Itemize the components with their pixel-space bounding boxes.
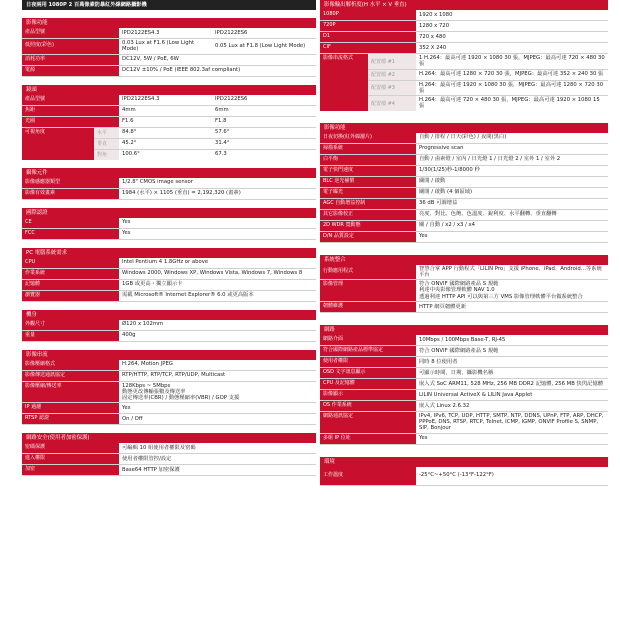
section-title: 影像串流	[22, 350, 316, 360]
table-row	[320, 379, 608, 390]
subrow-label: 配置檔 #2	[368, 70, 416, 80]
cell-value: 1280 x 720	[419, 22, 450, 29]
table-row	[320, 10, 608, 21]
cell-value: 0.03 Lux at F1.6 (Low Light Mode)	[122, 40, 195, 53]
table-row	[320, 43, 608, 54]
section-environment	[320, 457, 608, 486]
table-row	[320, 335, 608, 346]
cell-value: 31.4°	[215, 140, 230, 147]
table-row	[22, 229, 316, 240]
table-row	[320, 210, 608, 221]
section-resolution	[320, 0, 608, 111]
row-label: CE	[22, 218, 119, 228]
table-row	[320, 467, 608, 486]
table-subrow	[94, 128, 316, 139]
row-label: 影像有效畫素	[22, 189, 119, 199]
cell-value: IPD2122ES4.3	[122, 29, 160, 36]
table-row	[320, 232, 608, 243]
section-network	[320, 325, 608, 445]
row-label: 影像串流格式	[320, 54, 368, 111]
subrow-label: 配置檔 #3	[368, 81, 416, 96]
cell-value: Yes	[122, 230, 131, 237]
table-row	[22, 269, 316, 280]
row-label: CPU 及記憶體	[320, 379, 416, 389]
row-label: 使用者權限	[320, 357, 416, 367]
row-label: 產品型號	[22, 95, 119, 105]
section-pc-requirements	[22, 248, 316, 302]
cell-value: 可顯示時間、日期、攝影機名稱	[419, 369, 494, 376]
section-title: 影像輸出解析度(H 水平 × V 垂直)	[320, 0, 608, 10]
cell-value: 1/2.8" CMOS image sensor	[122, 179, 193, 186]
table-row	[22, 117, 316, 128]
section-title: 攝像元件	[22, 168, 316, 178]
row-label: 影像壓縮格式	[22, 360, 119, 370]
section-title: 環境	[320, 457, 608, 467]
section-title: 國際認證	[22, 208, 316, 218]
row-label: 進入權限	[22, 454, 119, 464]
section-image-sensor	[22, 168, 316, 200]
cell-value: 1920 x 1080	[419, 11, 453, 18]
cell-value: RTP/HTTP, RTP/TCP, RTP/UDP, Multicast	[122, 372, 226, 379]
cell-value: 100.6°	[122, 151, 140, 158]
table-row	[22, 39, 316, 55]
table-row	[22, 403, 316, 414]
table-row	[22, 320, 316, 331]
cell-value: 1GB 或更高・獨立顯示卡	[122, 281, 183, 288]
cell-value: H.264：最高可達 1920 × 1080 30 張，MJPEG：最高可達 1280 × 720 30 張	[419, 81, 604, 94]
table-row	[320, 265, 608, 281]
row-label: 白平衡	[320, 155, 416, 165]
table-row	[320, 144, 608, 155]
cell-value: 67.3	[215, 151, 227, 158]
cell-value: 10Mbps / 100Mbps Base-T, RJ-45	[419, 336, 506, 343]
row-label: D1	[320, 32, 416, 42]
cell-value: IPD2122ES4.3	[122, 96, 160, 103]
section-system-integration	[320, 255, 608, 313]
row-label: 焦距	[22, 106, 119, 116]
table-row	[320, 166, 608, 177]
row-label: CIF	[320, 43, 416, 53]
row-label: 重量	[22, 331, 119, 341]
cell-value: 關閉 / 啟動 (4 個區域)	[419, 189, 473, 196]
table-subrow	[368, 96, 608, 111]
row-label: 作業系統	[22, 269, 119, 279]
subrow-label: 配置檔 #4	[368, 96, 416, 111]
row-label: 符合國際網路產品標準協定	[320, 346, 416, 356]
section-body	[22, 310, 316, 342]
cell-value: Ø120 x 102mm	[122, 321, 164, 328]
cell-value: 關 / 自動 / x2 / x3 / x4	[419, 222, 476, 229]
table-subrow	[368, 54, 608, 70]
row-label: 消耗功率	[22, 55, 119, 65]
table-row	[22, 189, 316, 200]
row-label: 網路介面	[320, 335, 416, 345]
cell-value: IPv4, IPv6, TCP, UDP, HTTP, SMTP, NTP, DDNS, UPnP, FTP, ARP, DHCP, PPPoE, DNS, RTSP, RTCP, Telnet, ICMP, IGMP, ONVIF Profile S, SNMP, SIP, Bonjour	[419, 412, 604, 432]
cell-value: 符合 ONVIF 國際網路產品 S 規範	[419, 347, 499, 354]
row-label: 加密	[22, 465, 119, 475]
subrow-label: 配置檔 #1	[368, 54, 416, 69]
table-row	[22, 414, 316, 425]
table-row	[22, 291, 316, 302]
cell-value: 需載 Microsoft® Internet Explorer® 6.0 或更高版本	[122, 292, 254, 299]
row-label: 光圈	[22, 117, 119, 127]
table-row	[320, 412, 608, 434]
section-network-security	[22, 433, 316, 476]
section-title: 機身	[22, 310, 316, 320]
table-row	[22, 454, 316, 465]
table-row	[22, 178, 316, 189]
row-label: 日夜切換(紅外線濾片)	[320, 133, 416, 143]
cell-value: HTTP 網頁韌體更新	[419, 303, 467, 310]
right-column	[320, 0, 608, 486]
cell-value: 可編輯 10 組使用者權限及密碼	[122, 445, 196, 452]
table-row	[320, 133, 608, 144]
row-label: OS 作業系統	[320, 401, 416, 411]
cell-value: 352 X 240	[419, 44, 447, 51]
cell-value: 6mm	[215, 107, 229, 114]
row-label: 低照度(彩色)	[22, 39, 119, 54]
cell-value: 亮度、對比、色飽、色溫度、銳利度、水平翻轉、垂直翻轉	[419, 211, 557, 218]
section-video-stream	[22, 350, 316, 426]
row-label: 720P	[320, 21, 416, 31]
cell-value: DC12V ±10% / PoE (IEEE 802.3af compliant)	[122, 67, 241, 74]
subrow-label: 水平	[94, 128, 119, 138]
section-title: 鏡頭	[22, 85, 316, 95]
table-row	[320, 401, 608, 412]
row-label: 可視角度	[22, 128, 94, 160]
table-row	[320, 199, 608, 210]
cell-value: -25°C~+50°C (-13°F-122°F)	[419, 472, 494, 479]
table-row	[22, 55, 316, 66]
subrow-label: 垂直	[94, 139, 119, 149]
row-label: 其它影像校正	[320, 210, 416, 220]
cell-value: Progressive scan	[419, 145, 464, 152]
cell-value: Yes	[122, 405, 131, 412]
cell-value: Yes	[122, 219, 131, 226]
row-label: 影像感應器類型	[22, 178, 119, 188]
row-label: 電子曝光	[320, 188, 416, 198]
cell-value: 400g	[122, 332, 136, 339]
cell-value: 1/30(1/25)秒-1/8000 秒	[419, 167, 480, 174]
table-subrow	[94, 150, 316, 160]
row-label: 密碼保護	[22, 443, 119, 453]
angle-subrows	[94, 128, 316, 160]
section-title: 網路安全(使用者加密保護)	[22, 433, 316, 443]
table-row	[22, 360, 316, 371]
table-row	[320, 155, 608, 166]
row-label: 多組 IP 位址	[320, 434, 416, 444]
table-row	[22, 331, 316, 342]
cell-value: H.264, Motion JPEG	[122, 361, 173, 368]
subrow-label: 對角	[94, 150, 119, 160]
row-label: 掃描系統	[320, 144, 416, 154]
table-subrow	[368, 81, 608, 97]
cell-value: 4mm	[122, 107, 136, 114]
cell-value: 自動 / 排程 / 日天(彩色) / 夜間(黑白)	[419, 134, 507, 141]
row-label: IP 過濾	[22, 403, 119, 413]
table-subrow	[368, 70, 608, 81]
cell-value: On / Off	[122, 416, 143, 423]
cell-value: IPD2122ES6	[215, 96, 248, 103]
cell-value: Yes	[419, 233, 428, 240]
cell-value: DC12V, 5W / PoE, 6W	[122, 56, 179, 63]
table-row	[22, 382, 316, 404]
table-row	[22, 66, 316, 77]
row-label: 1080P	[320, 10, 416, 20]
cell-value: 關閉 / 啟動	[419, 178, 446, 185]
table-row	[320, 221, 608, 232]
table-row	[22, 443, 316, 454]
section-video-function	[22, 18, 316, 77]
cell-value: H.264：最高可達 720 × 480 30 張，MJPEG：最高可達 1920 × 1080 15 張	[419, 97, 600, 110]
table-row	[320, 177, 608, 188]
table-subrow	[94, 139, 316, 150]
cell-value: 720 x 480	[419, 33, 446, 40]
row-label: 影像顯示	[320, 390, 416, 400]
row-label: 產品型號	[22, 28, 119, 38]
row-label: RTSP 認證	[22, 414, 119, 424]
section-certification	[22, 208, 316, 240]
cell-value: IPD2122ES6	[215, 29, 248, 36]
row-label: D/N 品質設定	[320, 232, 416, 242]
row-label: OSD 文字訊息顯示	[320, 368, 416, 378]
row-label: BLC 逆光補償	[320, 177, 416, 187]
cell-value: Windows 2000, Windows XP, Windows Vista, Windows 7, Windows 8	[122, 270, 303, 277]
table-row	[320, 280, 608, 302]
table-row	[22, 218, 316, 229]
row-label: 影像管理	[320, 280, 416, 301]
cell-value: 1 H.264：最高可達 1920 × 1080 30 張，MJPEG：最高可達 720 × 480 30 張	[419, 55, 605, 68]
cell-value: F1.6	[122, 118, 134, 125]
table-row	[320, 188, 608, 199]
cell-value: 使用者權限管控/設定	[122, 456, 172, 463]
table-row-stream	[320, 54, 608, 111]
table-row	[320, 302, 608, 313]
cell-value: LILIN Universal ActiveX & LILIN Java Applet	[419, 391, 533, 398]
section-title: PC 電腦系統需求	[22, 248, 316, 258]
cell-value: 符合 ONVIF 國際網路產品 S 規範 利達中央影像管理軟體 NAV 1.0 透過利達 HTTP API 可以與第三方 VMS 影像管理軟體平台做系統整合	[419, 281, 583, 300]
cell-value: 45.2°	[122, 140, 137, 147]
section-lens	[22, 85, 316, 160]
row-label: 網路通訊協定	[320, 412, 416, 433]
row-label: 電源	[22, 66, 119, 76]
table-row	[320, 390, 608, 401]
section-title: 系統整合	[320, 255, 608, 265]
cell-value: 同時 8 位使用者	[419, 358, 458, 365]
cell-value: 57.6°	[215, 129, 230, 136]
cell-value: Intel Pentium 4 1.8GHz or above	[122, 259, 209, 266]
cell-value: 嵌入式 Linux 2.6.32	[419, 402, 470, 409]
cell-value: F1.8	[215, 118, 227, 125]
row-label: 2D WDR 寬動態	[320, 221, 416, 231]
cell-value: 嵌入式 SoC ARM11, 528 MHz, 256 MB DDR2 記憶體, 256 MB 快閃記憶體	[419, 380, 604, 387]
cell-value: Yes	[419, 435, 428, 442]
section-title: 網路	[320, 325, 608, 335]
row-label: FCC	[22, 229, 119, 239]
table-row	[22, 280, 316, 291]
row-label: CPU	[22, 258, 119, 268]
table-row	[22, 371, 316, 382]
row-label: 行動應用程式	[320, 265, 416, 280]
row-label: 影像傳送通訊協定	[22, 371, 119, 381]
section-title: 影像功能	[320, 123, 608, 133]
cell-value: 自動 / 鹵素燈 / 室內 / 日光燈 1 / 日光燈 2 / 室外 1 / 室外 2	[419, 156, 561, 163]
left-column	[22, 0, 316, 476]
table-row	[22, 465, 316, 476]
row-label: 電子快門速度	[320, 166, 416, 176]
cell-value: 84.8°	[122, 129, 137, 136]
table-row	[320, 21, 608, 32]
row-label: 外觀尺寸	[22, 320, 119, 330]
cell-value: 36 dB 可調增益	[419, 200, 458, 207]
cell-value: 1984 (水平) × 1105 (垂直) = 2,192,320 (畫素)	[122, 190, 241, 197]
row-label: 影像壓縮/傳送率	[22, 382, 119, 403]
cell-value: H.264：最高可達 1280 × 720 30 張，MJPEG：最高可達 352 × 240 30 張	[419, 71, 604, 78]
table-row	[22, 258, 316, 269]
cell-value: 0.05 Lux at F1.8 (Low Light Mode)	[215, 43, 306, 50]
cell-value: 智慧合掌 APP 行動程式「LILIN Pro」支援 iPhone、iPad、Android…等系統平台	[419, 265, 602, 278]
stream-subrows	[368, 54, 608, 111]
row-label: 瀏覽器	[22, 291, 119, 301]
row-label: AGC 自動增益控制	[320, 199, 416, 209]
row-label: 工作溫度	[320, 467, 416, 485]
table-row	[320, 368, 608, 379]
row-label: 韌體維護	[320, 302, 416, 312]
cell-value: Base64 HTTP 加密保護	[122, 467, 180, 474]
table-row	[22, 106, 316, 117]
table-row	[22, 95, 316, 106]
table-row-angle	[22, 128, 316, 160]
section-title: 影像功能	[22, 18, 316, 28]
document-title: 日夜兩用 1080P 2 百萬像素防暴紅外線網路攝影機	[22, 0, 316, 10]
section-video-function-right	[320, 123, 608, 243]
table-row	[320, 32, 608, 43]
row-label: 記憶體	[22, 280, 119, 290]
cell-value: 128Kbps ~ 5Mbps 動態更改傳輸張數及傳送率 固定傳送率(CBR) / 動態壓縮率(VBR) / GOP 支援	[122, 382, 240, 401]
table-row	[320, 346, 608, 357]
table-row	[320, 357, 608, 368]
table-row	[320, 434, 608, 445]
table-row	[22, 28, 316, 39]
